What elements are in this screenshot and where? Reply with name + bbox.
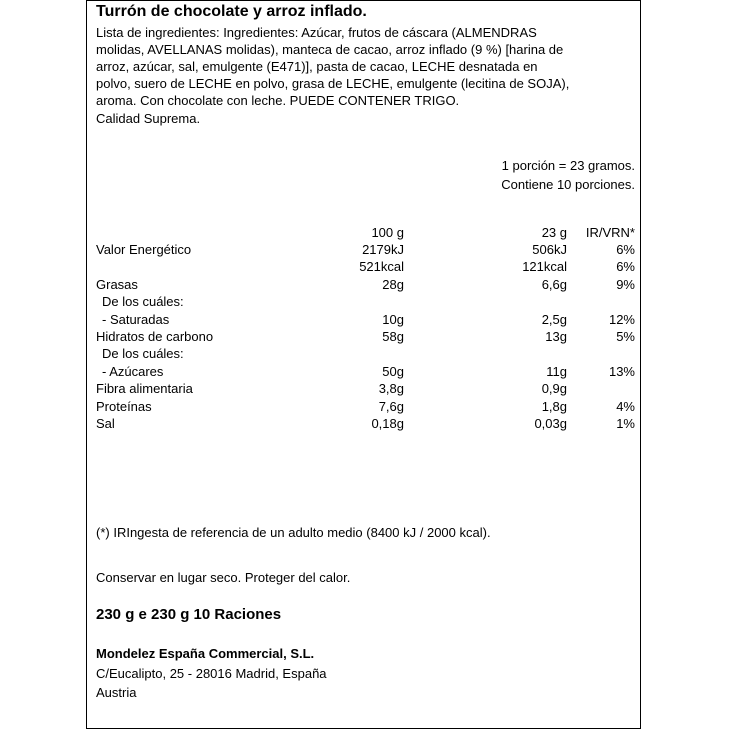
- value-per-23g: 11g: [546, 364, 567, 379]
- value-ir-percent: 12%: [608, 312, 635, 327]
- nutrient-label: De los cuáles:: [102, 294, 184, 309]
- value-per-100g: 3,8g: [378, 381, 404, 396]
- nutrient-label: Valor Energético: [96, 242, 192, 257]
- nutrient-label: Fibra alimentaria: [96, 381, 193, 396]
- company-country: Austria: [96, 685, 137, 700]
- nutrient-label: Proteínas: [96, 399, 152, 414]
- header-per-100g: 100 g: [371, 225, 404, 240]
- ingredients-block: [96, 24, 636, 127]
- nutrition-row: [0, 241, 735, 258]
- value-per-100g: 10g: [382, 312, 404, 327]
- nutrition-row: [0, 276, 735, 293]
- nutrient-label: De los cuáles:: [102, 346, 184, 361]
- company-address: C/Eucalipto, 25 - 28016 Madrid, España: [96, 666, 327, 681]
- ingredients-line: arroz, azúcar, sal, emulgente (E471)], pasta de cacao, LECHE desnatada en: [96, 59, 538, 74]
- nutrition-row: [0, 293, 735, 310]
- value-per-100g: 7,6g: [378, 399, 404, 414]
- nutrition-header-row: [0, 224, 735, 241]
- nutrient-label: Sal: [96, 416, 115, 431]
- value-ir-percent: 1%: [616, 416, 635, 431]
- ingredients-line: polvo, suero de LECHE en polvo, grasa de LECHE, emulgente (lecitina de SOJA),: [96, 76, 570, 91]
- ingredients-line: molidas, AVELLANAS molidas), manteca de cacao, arroz inflado (9 %) [harina de: [96, 42, 564, 57]
- value-per-100g: 2179kJ: [362, 242, 404, 257]
- value-per-23g: 1,8g: [541, 399, 567, 414]
- nutrition-row: [0, 345, 735, 362]
- nutrition-row: [0, 363, 735, 380]
- company-name: Mondelez España Commercial, S.L.: [96, 646, 315, 661]
- nutrition-row: [0, 311, 735, 328]
- nutrition-row: [0, 380, 735, 397]
- value-per-23g: 2,5g: [541, 312, 567, 327]
- value-ir-percent: 4%: [616, 399, 635, 414]
- nutrient-label: Grasas: [96, 277, 138, 292]
- value-per-100g: 521kcal: [359, 259, 404, 274]
- header-per-23g: 23 g: [541, 225, 567, 240]
- product-title: Turrón de chocolate y arroz inflado.: [96, 3, 367, 20]
- nutrient-label: Hidratos de carbono: [96, 329, 214, 344]
- value-per-23g: 6,6g: [541, 277, 567, 292]
- value-per-23g: 121kcal: [522, 259, 567, 274]
- nutrition-row: [0, 328, 735, 345]
- nutrition-row: [0, 415, 735, 432]
- value-per-23g: 0,9g: [541, 381, 567, 396]
- value-per-100g: 0,18g: [371, 416, 404, 431]
- nutrition-row: [0, 398, 735, 415]
- value-per-100g: 28g: [382, 277, 404, 292]
- value-per-100g: 50g: [382, 364, 404, 379]
- nutrient-label: - Azúcares: [102, 364, 164, 379]
- ingredients-line: aroma. Con chocolate con leche. PUEDE CONTENER TRIGO.: [96, 93, 460, 108]
- net-weight: 230 g e 230 g 10 Raciones: [96, 606, 282, 623]
- nutrient-label: - Saturadas: [102, 312, 170, 327]
- nutrition-row: [0, 258, 735, 275]
- value-ir-percent: 13%: [608, 364, 635, 379]
- value-per-23g: 506kJ: [532, 242, 567, 257]
- value-per-100g: 58g: [382, 329, 404, 344]
- value-ir-percent: 6%: [616, 259, 635, 274]
- header-ir: IR/VRN*: [585, 225, 635, 240]
- value-ir-percent: 5%: [616, 329, 635, 344]
- portion-count: Contiene 10 porciones.: [501, 177, 635, 192]
- value-ir-percent: 6%: [616, 242, 635, 257]
- footnote: (*) IRIngesta de referencia de un adulto medio (8400 kJ / 2000 kcal).: [96, 525, 491, 540]
- value-ir-percent: 9%: [616, 277, 635, 292]
- quality-text: Calidad Suprema.: [96, 111, 201, 126]
- value-per-23g: 13g: [545, 329, 567, 344]
- value-per-23g: 0,03g: [534, 416, 567, 431]
- storage-text: Conservar en lugar seco. Proteger del calor.: [96, 570, 351, 585]
- portion-size: 1 porción = 23 gramos.: [501, 158, 635, 173]
- ingredients-line: Lista de ingredientes: Ingredientes: Azúcar, frutos de cáscara (ALMENDRAS: [96, 25, 537, 40]
